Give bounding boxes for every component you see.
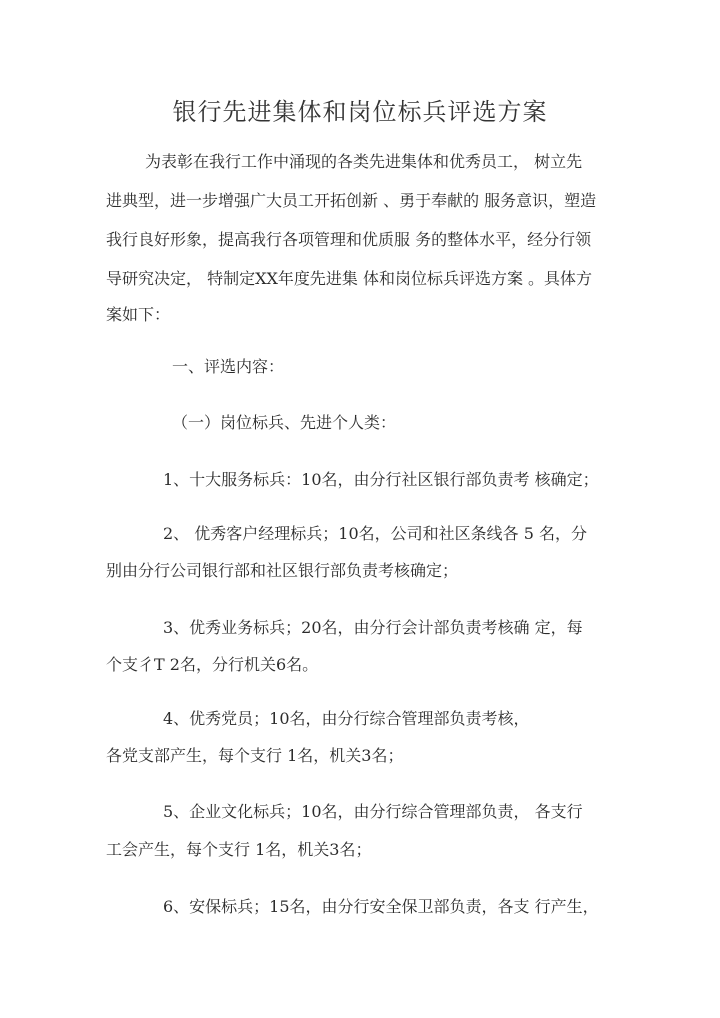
paragraph-line-5: 案如下： [106,305,171,324]
list-item-5-line-2: 工会产生，每个支行 1名，机关3名； [106,840,372,859]
list-item-5-line-1: 5、企业文化标兵；10名，由分行综合管理部负责， 各支行 [163,802,583,821]
list-item-3-line-1: 3、优秀业务标兵；20名，由分行会计部负责考核确 定，每 [163,618,583,637]
list-item-2-line-2: 别由分行公司银行部和社区银行部负责考核确定； [106,561,459,580]
paragraph-line-3: 我行良好形象，提高我行各项管理和优质服 务的整体水平，经分行领 [106,230,592,249]
section-heading-1: 一、评选内容： [172,357,285,376]
list-item-6-line-1: 6、安保标兵；15名，由分行安全保卫部负责，各支 行产生， [163,897,599,916]
paragraph-line-4: 导研究决定， 特制定XX年度先进集 体和岗位标兵评选方案 。具体方 [106,269,593,288]
list-item-1: 1、十大服务标兵：10名，由分行社区银行部负责考 核确定； [163,470,599,489]
list-item-4-line-1: 4、优秀党员；10名，由分行综合管理部负责考核， [163,709,530,728]
list-item-4-line-2: 各党支部产生，每个支行 1名，机关3名； [106,746,404,765]
list-item-2-line-1: 2、 优秀客户经理标兵；10名，公司和社区条线各 5 名，分 [163,524,587,543]
subsection-heading-1: （一）岗位标兵、先进个人类： [172,413,397,432]
document-title: 银行先进集体和岗位标兵评选方案 [172,98,548,126]
paragraph-line-2: 进典型，进一步增强广大员工开拓创新 、勇于奉献的 服务意识，塑造 [106,191,597,210]
paragraph-line-1: 为表彰在我行工作中涌现的各类先进集体和优秀员工， 树立先 [145,152,583,171]
list-item-3-line-2: 个支彳T 2名，分行机关6名。 [106,655,319,674]
